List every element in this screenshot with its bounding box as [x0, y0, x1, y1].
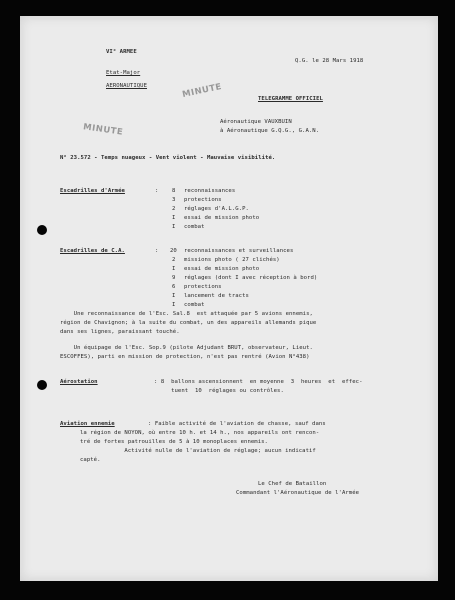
colon: : [155, 248, 159, 254]
task-count: 8 [172, 188, 176, 194]
aerostation-line: : 8 ballons ascensionnent en moyenne 3 heures et effec- [154, 379, 363, 385]
aviation-line: tré de fortes patrouilles de 5 à 10 monoplaces ennemis. [80, 439, 268, 445]
staff-label: Etat-Major [106, 70, 141, 76]
unit-name: VI° ARMEE [106, 49, 137, 55]
paragraph-line: ESCOFFES), parti en mission de protection, n'est pas rentré (Avion N°438) [60, 354, 310, 360]
task-label: réglages d'A.L.G.P. [184, 206, 249, 212]
aviation-line: Activité nulle de l'aviation de réglage; aucun indicatif [80, 448, 316, 454]
task-count: I [172, 215, 176, 221]
aviation-line: capté. [80, 457, 101, 463]
section-label-aviation-ennemie: Aviation ennemie [60, 421, 115, 427]
task-label: combat [184, 302, 205, 308]
paragraph-line: Une reconnaissance de l'Esc. Sal.8 est attaquée par 5 avions ennemis, [60, 311, 313, 317]
task-label: essai de mission photo [184, 215, 260, 221]
section-label-ca: Escadrilles de C.A. [60, 248, 125, 254]
task-count: I [172, 302, 176, 308]
punch-hole [37, 380, 47, 390]
task-label: protections [184, 284, 222, 290]
task-count: 6 [172, 284, 176, 290]
task-count: 2 [172, 206, 176, 212]
paragraph-line: Un équipage de l'Esc. Sop.9 (pilote Adjudant BRUT, observateur, Lieut. [60, 345, 313, 351]
task-count: 9 [172, 275, 176, 281]
task-count: I [172, 266, 176, 272]
task-label: lancement de tracts [184, 293, 249, 299]
punch-hole [37, 225, 47, 235]
task-label: réglages (dont I avec réception à bord) [184, 275, 318, 281]
document-type: TELEGRAMME OFFICIEL [258, 96, 323, 102]
section-label-armee: Escadrilles d'Armée [60, 188, 125, 194]
task-count: I [172, 293, 176, 299]
task-label: reconnaissances [184, 188, 236, 194]
paragraph-line: région de Chavignon; à la suite du combat, un des appareils allemands pique [60, 320, 317, 326]
signature-title: Commandant l'Aéronautique de l'Armée [236, 490, 360, 496]
aerostation-line: tuent 10 réglages ou contrôles. [154, 388, 284, 394]
aviation-line: : Faible activité de l'aviation de chasse, sauf dans [148, 421, 326, 427]
document-sheet [20, 16, 438, 581]
colon: : [155, 188, 159, 194]
reference-line: N° 23.572 - Temps nuageux - Vent violent - Mauvaise visibilité. [60, 155, 276, 161]
sender-line: Aéronautique VAUXBUIN [220, 119, 292, 125]
task-label: combat [184, 224, 205, 230]
recipient-line: à Aéronautique G.Q.G., G.A.N. [220, 128, 320, 134]
minute-stamp: MINUTE [181, 81, 223, 101]
paragraph-line: dans ses lignes, paraissant touché. [60, 329, 180, 335]
task-label: protections [184, 197, 222, 203]
section-label-aerostation: Aérostation [60, 379, 98, 385]
service-label: AERONAUTIQUE [106, 83, 148, 89]
task-label: missions photo ( 27 clichés) [184, 257, 280, 263]
task-count: I [172, 224, 176, 230]
task-count: 20 [170, 248, 177, 254]
aviation-line: la région de NOYON, où entre 10 h. et 14 h., nos appareils ont rencon- [80, 430, 320, 436]
place-date: Q.G. le 28 Mars 1918 [295, 58, 364, 64]
minute-stamp: MINUTE [82, 122, 124, 138]
task-count: 3 [172, 197, 176, 203]
signature-rank: Le Chef de Bataillon [258, 481, 327, 487]
task-label: reconnaissances et surveillances [184, 248, 294, 254]
task-label: essai de mission photo [184, 266, 260, 272]
task-count: 2 [172, 257, 176, 263]
